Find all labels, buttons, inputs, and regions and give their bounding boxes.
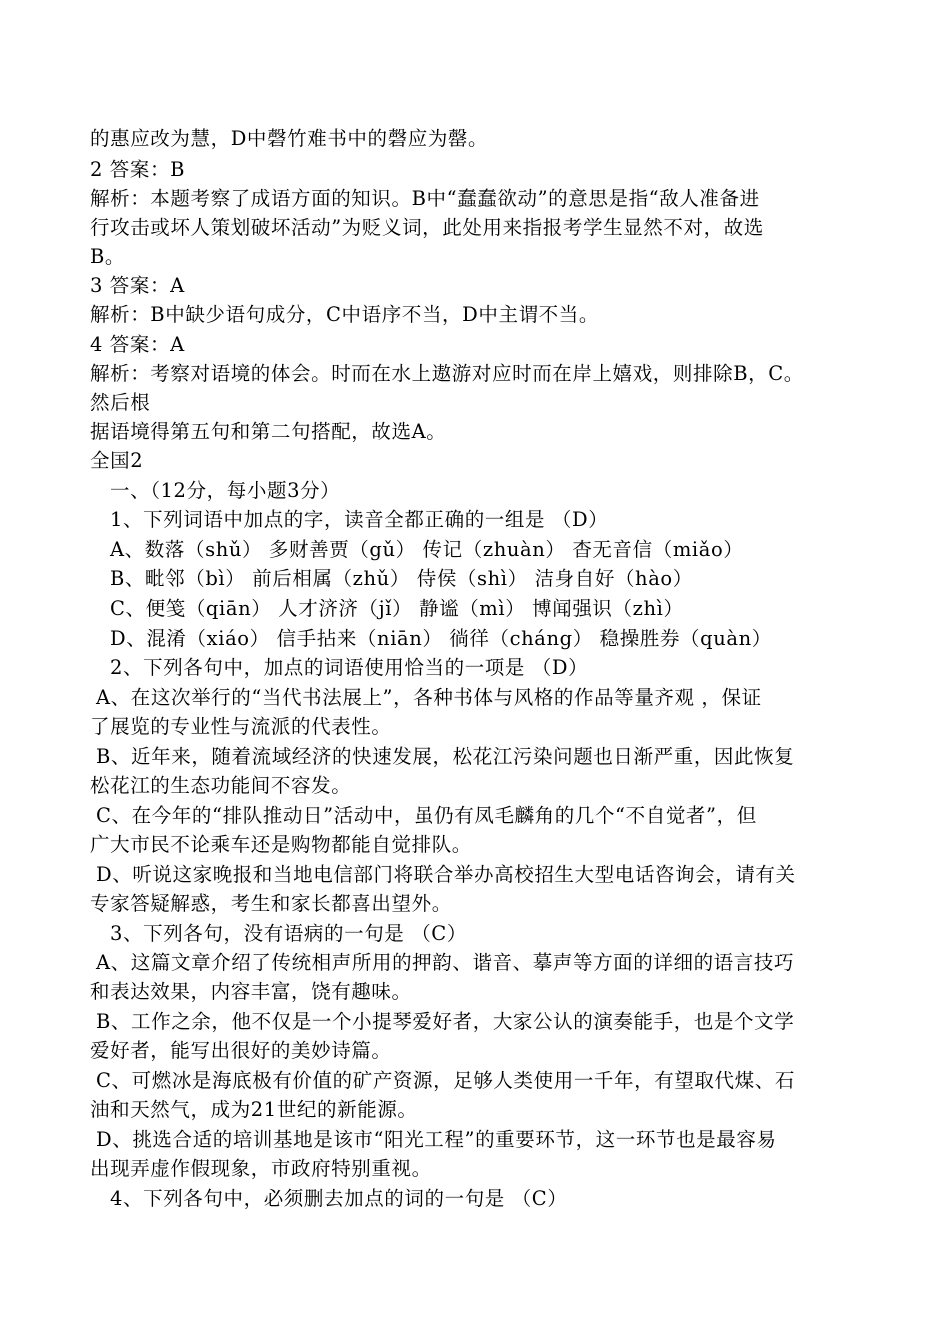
text-line: A、这篇文章介绍了传统相声所用的押韵、谐音、摹声等方面的详细的语言技巧 [96, 951, 795, 974]
text-line: C、便笺（qiān） 人才济济（jǐ） 静谧（mì） 博闻强识（zhì） [110, 597, 684, 620]
text-line: 解析：本题考察了成语方面的知识。B中“蠢蠢欲动”的意思是指“敌人准备进 [90, 187, 760, 210]
text-line: 的惠应改为慧，D中磬竹难书中的磬应为罄。 [90, 127, 489, 150]
text-line: 然后根 [90, 391, 151, 414]
text-line: D、听说这家晚报和当地电信部门将联合举办高校招生大型电话咨询会，请有关 [96, 863, 796, 886]
text-line: A、数落（shǔ） 多财善贾（gǔ） 传记（zhuàn） 杳无音信（miǎo） [110, 538, 744, 561]
text-line: 一、（12分，每小题3分） [110, 479, 341, 502]
text-line: 解析：考察对语境的体会。时而在水上遨游对应时而在岸上嬉戏，则排除B，C。 [90, 362, 804, 385]
text-line: 3、下列各句，没有语病的一句是 （C） [110, 922, 467, 945]
text-line: 行攻击或坏人策划破坏活动”为贬义词，此处用来指报考学生显然不对，故选 [90, 216, 764, 239]
text-line: 了展览的专业性与流派的代表性。 [90, 715, 392, 738]
text-line: B。 [90, 245, 126, 268]
text-line: B、近年来，随着流域经济的快速发展，松花江污染问题也日渐严重，因此恢复 [96, 745, 795, 768]
text-line: 出现弄虚作假现象，市政府特别重视。 [90, 1157, 432, 1180]
text-line: A、在这次举行的“当代书法展上”，各种书体与风格的作品等量齐观 ，保证 [96, 686, 762, 709]
text-line: 广大市民不论乘车还是购物都能自觉排队。 [90, 833, 472, 856]
text-line: 和表达效果，内容丰富，饶有趣味。 [90, 980, 412, 1003]
text-line: 爱好者，能写出很好的美妙诗篇。 [90, 1039, 392, 1062]
text-line: 解析：B中缺少语句成分，C中语序不当，D中主谓不当。 [90, 303, 599, 326]
text-line: B、毗邻（bì） 前后相属（zhǔ） 侍侯（shì） 洁身自好（hào） [110, 567, 693, 590]
text-line: 2、下列各句中，加点的词语使用恰当的一项是 （D） [110, 656, 589, 679]
text-line: B、工作之余，他不仅是一个小提琴爱好者，大家公认的演奏能手，也是个文学 [96, 1010, 795, 1033]
text-line: 3 答案：A [90, 274, 185, 297]
text-line: 据语境得第五句和第二句搭配，故选A。 [90, 420, 447, 443]
text-line: 全国2 [90, 449, 144, 472]
text-line: 2 答案：B [90, 158, 186, 181]
text-line: 专家答疑解惑，考生和家长都喜出望外。 [90, 892, 452, 915]
text-line: C、在今年的“排队推动日”活动中，虽仍有凤毛麟角的几个“不自觉者”，但 [96, 804, 757, 827]
text-line: D、挑选合适的培训基地是该市“阳光工程”的重要环节，这一环节也是最容易 [96, 1128, 777, 1151]
text-line: 4 答案：A [90, 333, 185, 356]
text-line: D、混淆（xiáo） 信手拈来（niān） 徜徉（cháng） 稳操胜券（quàn） [110, 627, 772, 650]
text-line: 油和天然气，成为21世纪的新能源。 [90, 1098, 418, 1121]
text-line: 松花江的生态功能间不容发。 [90, 774, 352, 797]
text-line: 1、下列词语中加点的字，读音全都正确的一组是 （D） [110, 508, 609, 531]
text-line: 4、下列各句中，必须删去加点的词的一句是 （C） [110, 1187, 568, 1210]
text-line: C、可燃冰是海底极有价值的矿产资源，足够人类使用一千年，有望取代煤、石 [96, 1069, 795, 1092]
